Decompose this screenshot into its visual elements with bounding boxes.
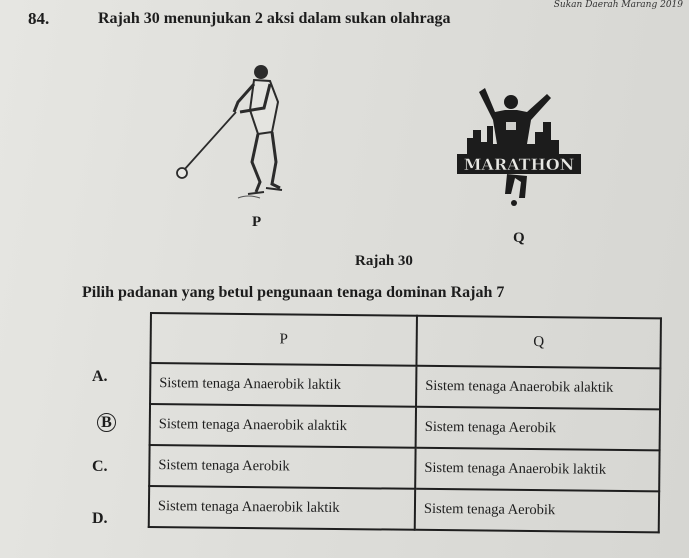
question-number: 84. xyxy=(28,9,50,28)
header-note: Sukan Daerah Marang 2019 xyxy=(553,0,683,10)
option-letter-d[interactable]: D. xyxy=(92,510,108,527)
answer-table xyxy=(148,312,662,533)
row-b-p: Sistem tenaga Anaerobik alaktik xyxy=(150,404,416,448)
figure-caption: Rajah 30 xyxy=(355,253,413,269)
row-d-q: Sistem tenaga Aerobik xyxy=(415,489,659,533)
table-row-c xyxy=(149,445,659,491)
figure-label-q: Q xyxy=(513,230,525,246)
question-text: Rajah 30 menunjukan 2 aksi dalam sukan olahraga xyxy=(98,10,451,27)
question-instruction: Pilih padanan yang betul pengunaan tenaga dominan Rajah 7 xyxy=(82,284,505,301)
row-c-q: Sistem tenaga Anaerobik laktik xyxy=(415,448,659,492)
column-header-q: Q xyxy=(416,316,661,369)
table-row-d xyxy=(149,486,659,532)
row-c-p: Sistem tenaga Aerobik xyxy=(149,445,415,489)
hammer-throw-figure xyxy=(168,62,298,212)
option-letter-b-circled[interactable]: B xyxy=(97,413,116,432)
column-header-p: P xyxy=(150,313,417,366)
figure-label-p: P xyxy=(252,214,262,230)
table-row-a xyxy=(150,363,660,409)
row-a-q: Sistem tenaga Anaerobik alaktik xyxy=(416,366,660,410)
row-b-q: Sistem tenaga Aerobik xyxy=(416,407,660,451)
row-a-p: Sistem tenaga Anaerobik laktik xyxy=(150,363,416,407)
marathon-logo-text: MARATHON xyxy=(463,155,575,174)
row-d-p: Sistem tenaga Anaerobik laktik xyxy=(149,486,415,530)
option-letter-a[interactable]: A. xyxy=(92,368,108,385)
table-header-row xyxy=(150,313,660,368)
marathon-logo-figure xyxy=(455,82,585,210)
option-letter-c[interactable]: C. xyxy=(92,458,108,475)
table-row-b xyxy=(150,404,660,450)
